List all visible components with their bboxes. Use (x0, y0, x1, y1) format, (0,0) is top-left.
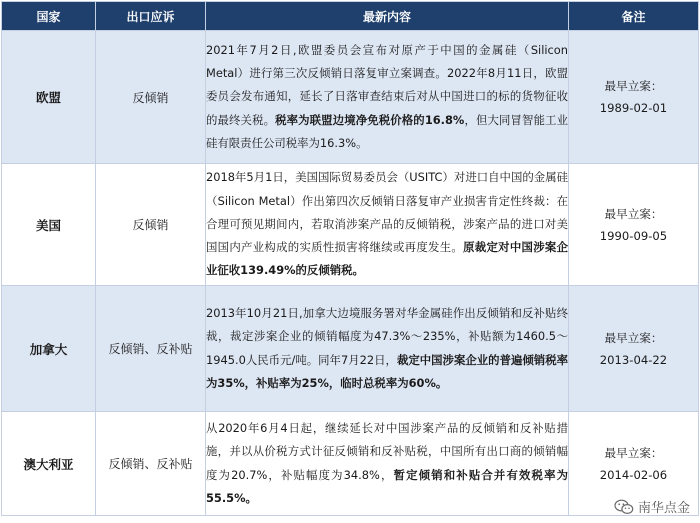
country-cell: 加拿大 (2, 286, 96, 412)
table-row (2, 412, 699, 516)
content-emphasis: 暂定倾销和补贴合并有效税率为55.5%。 (206, 467, 568, 505)
response-type-cell: 反倾销 (96, 164, 206, 286)
country-cell: 欧盟 (2, 31, 96, 164)
content-cell (206, 31, 569, 164)
note-date: 2013-04-22 (599, 352, 668, 367)
trade-remedy-table (1, 1, 699, 516)
content-text: 2021年7月2日,欧盟委员会宣布对原产于中国的金属硅（Silicon Metal）进行第三次反倾销日落复审立案调查。2022年8月11日，欧盟委员会发布通知，延长了日落审查结束后对从中国进口的标的货物征收的最终关税。 (206, 42, 568, 127)
content-text: ，但大同冒智能工业硅有限责任公司税率为16.3%。 (206, 112, 568, 150)
note-date: 2014-02-06 (599, 467, 668, 482)
response-type-cell: 反倾销、反补贴 (96, 412, 206, 516)
content-cell (206, 412, 569, 516)
note-label: 最早立案： (604, 330, 663, 345)
table-row (2, 164, 699, 286)
content-text: 2013年10月21日,加拿大边境服务署对华金属硅作出反倾销和反补贴终裁，裁定涉案企业的倾销幅度为47.3%～235%，补贴额为1460.5～1945.0人民币元/吨。同年7月22日， (206, 306, 568, 367)
header-export-response: 出口应诉 (96, 2, 206, 31)
note-label: 最早立案： (604, 206, 663, 221)
note-label: 最早立案： (604, 445, 663, 460)
watermark (614, 497, 690, 516)
content-text: 2018年5月1日，美国国际贸易委员会（USITC）对进口自中国的金属硅（Silicon Metal）作出第四次反倾销日落复审产业损害肯定性终裁：在合理可预见期间内，若取消涉案产品的反倾销税，涉案产品的进口对美国国内产业构成的实质性损害将继续或再度发生。 (206, 170, 568, 255)
country-cell: 美国 (2, 164, 96, 286)
table-row (2, 286, 699, 412)
header-remarks: 备注 (569, 2, 699, 31)
note-cell (569, 286, 699, 412)
note-date: 1990-09-05 (599, 228, 668, 243)
content-emphasis: 税率为联盟边境净免税价格的16.8% (275, 112, 465, 127)
content-emphasis: 裁定中国涉案企业的普遍倾销税率为35%，补贴率为25%，临时总税率为60%。 (206, 352, 568, 390)
wechat-icon (614, 499, 634, 515)
content-cell (206, 164, 569, 286)
content-text: 从2020年6月4日起，继续延长对中国涉案产品的反倾销和反补贴措施，并以从价税方式计征反倾销和反补贴税，中国所有出口商的倾销幅度为20.7%，补贴幅度为34.8%， (206, 421, 568, 482)
note-cell (569, 31, 699, 164)
response-type-cell: 反倾销、反补贴 (96, 286, 206, 412)
table-row (2, 31, 699, 164)
note-label: 最早立案： (604, 79, 663, 93)
country-cell: 澳大利亚 (2, 412, 96, 516)
note-date: 1989-02-01 (599, 101, 668, 115)
header-latest-content: 最新内容 (206, 2, 569, 31)
watermark-text: 南华点金 (637, 501, 690, 516)
note-cell (569, 164, 699, 286)
content-emphasis: 原裁定对中国涉案企业征收139.49%的反倾销税。 (206, 240, 568, 278)
content-cell (206, 286, 569, 412)
header-country: 国家 (2, 2, 96, 31)
table-header-row (2, 2, 699, 31)
response-type-cell: 反倾销 (96, 31, 206, 164)
